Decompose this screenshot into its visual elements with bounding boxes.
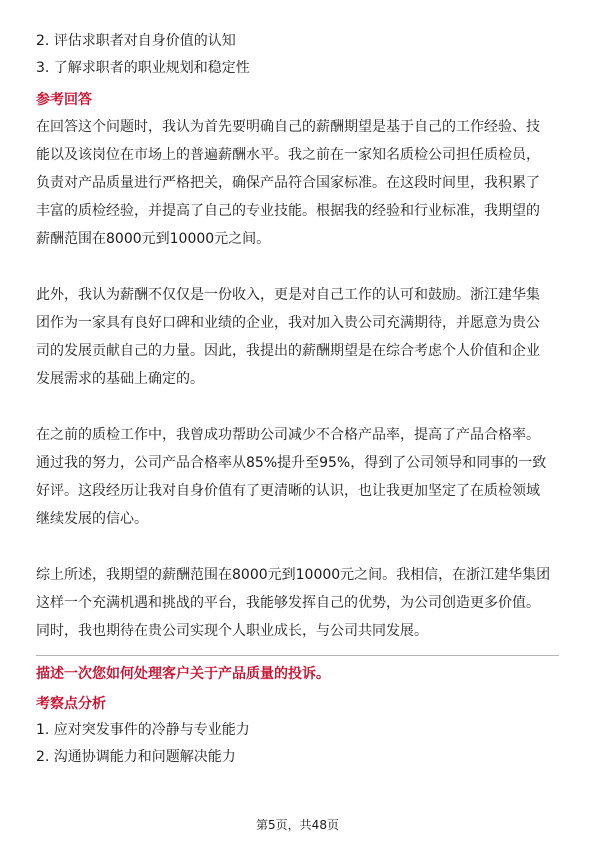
text-line: 同时，我也期待在贵公司实现个人职业成长，与公司共同发展。 — [36, 623, 428, 639]
page-footer: 第5页，共48页 — [256, 818, 339, 832]
analysis-item-1: 1. 应对突发事件的冷静与专业能力 — [36, 722, 250, 738]
section-divider — [36, 655, 559, 656]
criteria-item-2: 2. 评估求职者对自身价值的认知 — [36, 33, 236, 49]
text-line: 发展需求的基础上确定的。 — [36, 371, 204, 387]
answer-paragraph-1 — [36, 113, 559, 253]
text-line: 好评。这段经历让我对自身价值有了更清晰的认识，也让我更加坚定了在质检领域 — [36, 483, 540, 499]
text-line: 丰富的质检经验，并提高了自己的专业技能。根据我的经验和行业标准，我期望的 — [36, 203, 540, 219]
text-line: 这样一个充满机遇和挑战的平台，我能够发挥自己的优势，为公司创造更多价值。 — [36, 595, 540, 611]
analysis-item-2: 2. 沟通协调能力和问题解决能力 — [36, 749, 236, 765]
text-line: 能以及该岗位在市场上的普遍薪酬水平。我之前在一家知名质检公司担任质检员， — [36, 147, 540, 163]
answer-paragraph-2 — [36, 281, 559, 393]
answer-heading: 参考回答 — [36, 92, 92, 108]
text-line: 薪酬范围在8000元到10000元之间。 — [36, 231, 271, 247]
text-line: 团作为一家具有良好口碑和业绩的企业，我对加入贵公司充满期待，并愿意为贵公 — [36, 315, 540, 331]
text-line: 通过我的努力，公司产品合格率从85%提升至95%，得到了公司领导和同事的一致 — [36, 455, 547, 471]
answer-paragraph-3 — [36, 421, 559, 533]
text-line: 继续发展的信心。 — [36, 511, 148, 527]
text-line: 司的发展贡献自己的力量。因此，我提出的薪酬期望是在综合考虑个人价值和企业 — [36, 343, 540, 359]
text-line: 负责对产品质量进行严格把关，确保产品符合国家标准。在这段时间里，我积累了 — [36, 175, 540, 191]
document-page — [36, 28, 559, 771]
text-line: 综上所述，我期望的薪酬范围在8000元到10000元之间。我相信，在浙江建华集团 — [36, 567, 551, 583]
answer-paragraph-4 — [36, 561, 559, 645]
text-line: 此外，我认为薪酬不仅仅是一份收入，更是对自己工作的认可和鼓励。浙江建华集 — [36, 287, 540, 303]
text-line: 在回答这个问题时，我认为首先要明确自己的薪酬期望是基于自己的工作经验、技 — [36, 119, 540, 135]
analysis-heading: 考察点分析 — [36, 696, 106, 712]
text-line: 在之前的质检工作中，我曾成功帮助公司减少不合格产品率，提高了产品合格率。 — [36, 427, 540, 443]
criteria-item-3: 3. 了解求职者的职业规划和稳定性 — [36, 60, 250, 76]
question-title: 描述一次您如何处理客户关于产品质量的投诉。 — [36, 666, 330, 682]
